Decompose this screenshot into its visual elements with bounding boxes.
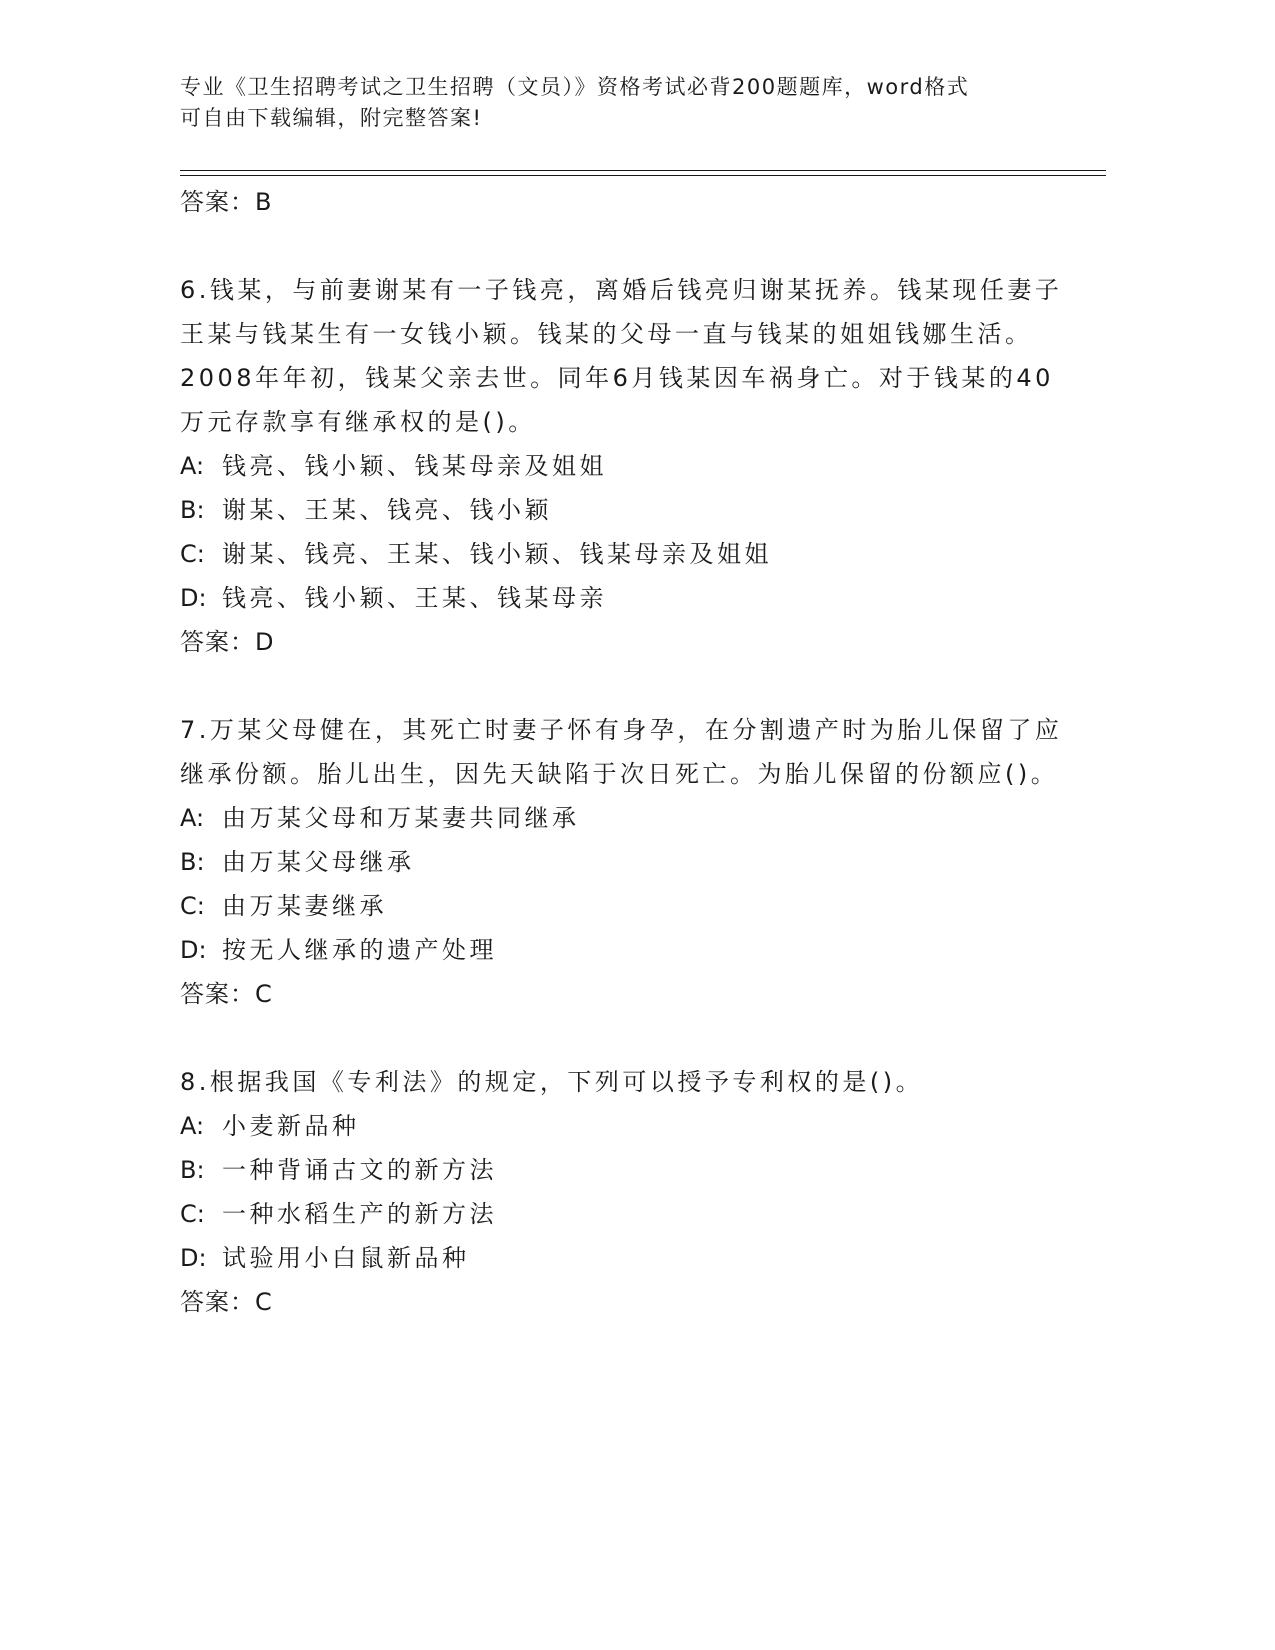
option-key: C:: [180, 1200, 205, 1228]
option-text: 钱亮、钱小颖、王某、钱某母亲: [222, 584, 607, 612]
option-key: A:: [180, 804, 205, 832]
option-key: C:: [180, 540, 205, 568]
option-text: 由万某父母和万某妻共同继承: [222, 804, 580, 832]
question-6: [180, 268, 1080, 664]
question-answer: 答案：C: [180, 980, 273, 1008]
option-text: 一种背诵古文的新方法: [222, 1156, 497, 1184]
option-a: [180, 796, 1080, 840]
option-text: 按无人继承的遗产处理: [222, 936, 497, 964]
option-key: D:: [180, 936, 207, 964]
header-line-2: 可自由下载编辑，附完整答案!: [180, 106, 483, 130]
option-d: [180, 1236, 1080, 1280]
option-key: B:: [180, 1156, 205, 1184]
option-c: [180, 532, 1080, 576]
header-divider-bottom: [180, 175, 1106, 176]
option-a: [180, 444, 1080, 488]
option-text: 由万某父母继承: [222, 848, 415, 876]
option-text: 一种水稻生产的新方法: [222, 1200, 497, 1228]
option-b: [180, 488, 1080, 532]
option-text: 谢某、钱亮、王某、钱小颖、钱某母亲及姐姐: [222, 540, 772, 568]
option-key: A:: [180, 452, 205, 480]
question-text: 8.根据我国《专利法》的规定，下列可以授予专利权的是()。: [180, 1068, 924, 1096]
option-d: [180, 576, 1080, 620]
option-key: C:: [180, 892, 205, 920]
question-answer: 答案：C: [180, 1288, 273, 1316]
question-text: 7.万某父母健在，其死亡时妻子怀有身孕，在分割遗产时为胎儿保留了应继承份额。胎儿出生，因先天缺陷于次日死亡。为胎儿保留的份额应()。: [180, 716, 1063, 788]
question-answer: 答案：D: [180, 628, 275, 656]
option-text: 钱亮、钱小颖、钱某母亲及姐姐: [222, 452, 607, 480]
option-d: [180, 928, 1080, 972]
option-key: D:: [180, 584, 207, 612]
header-line-1: 专业《卫生招聘考试之卫生招聘（文员）》资格考试必背200题题库，word格式: [180, 75, 970, 99]
option-b: [180, 840, 1080, 884]
option-c: [180, 884, 1080, 928]
previous-question-answer: 答案：B: [180, 188, 273, 216]
option-key: D:: [180, 1244, 207, 1272]
document-body: [180, 180, 1080, 1324]
option-text: 由万某妻继承: [222, 892, 387, 920]
option-key: A:: [180, 1112, 205, 1140]
option-text: 试验用小白鼠新品种: [222, 1244, 470, 1272]
option-text: 小麦新品种: [222, 1112, 360, 1140]
option-c: [180, 1192, 1080, 1236]
question-text: 6.钱某，与前妻谢某有一子钱亮，离婚后钱亮归谢某抚养。钱某现任妻子王某与钱某生有一女钱小颖。钱某的父母一直与钱某的姐姐钱娜生活。2008年年初，钱某父亲去世。同年6月钱某因车祸身亡。对于钱某的40万元存款享有继承权的是()。: [180, 276, 1063, 436]
option-b: [180, 1148, 1080, 1192]
header-divider-top: [180, 170, 1106, 171]
option-text: 谢某、王某、钱亮、钱小颖: [222, 496, 552, 524]
option-a: [180, 1104, 1080, 1148]
option-key: B:: [180, 848, 205, 876]
question-7: [180, 708, 1080, 1016]
question-8: [180, 1060, 1080, 1324]
option-key: B:: [180, 496, 205, 524]
document-header: [180, 72, 1040, 134]
